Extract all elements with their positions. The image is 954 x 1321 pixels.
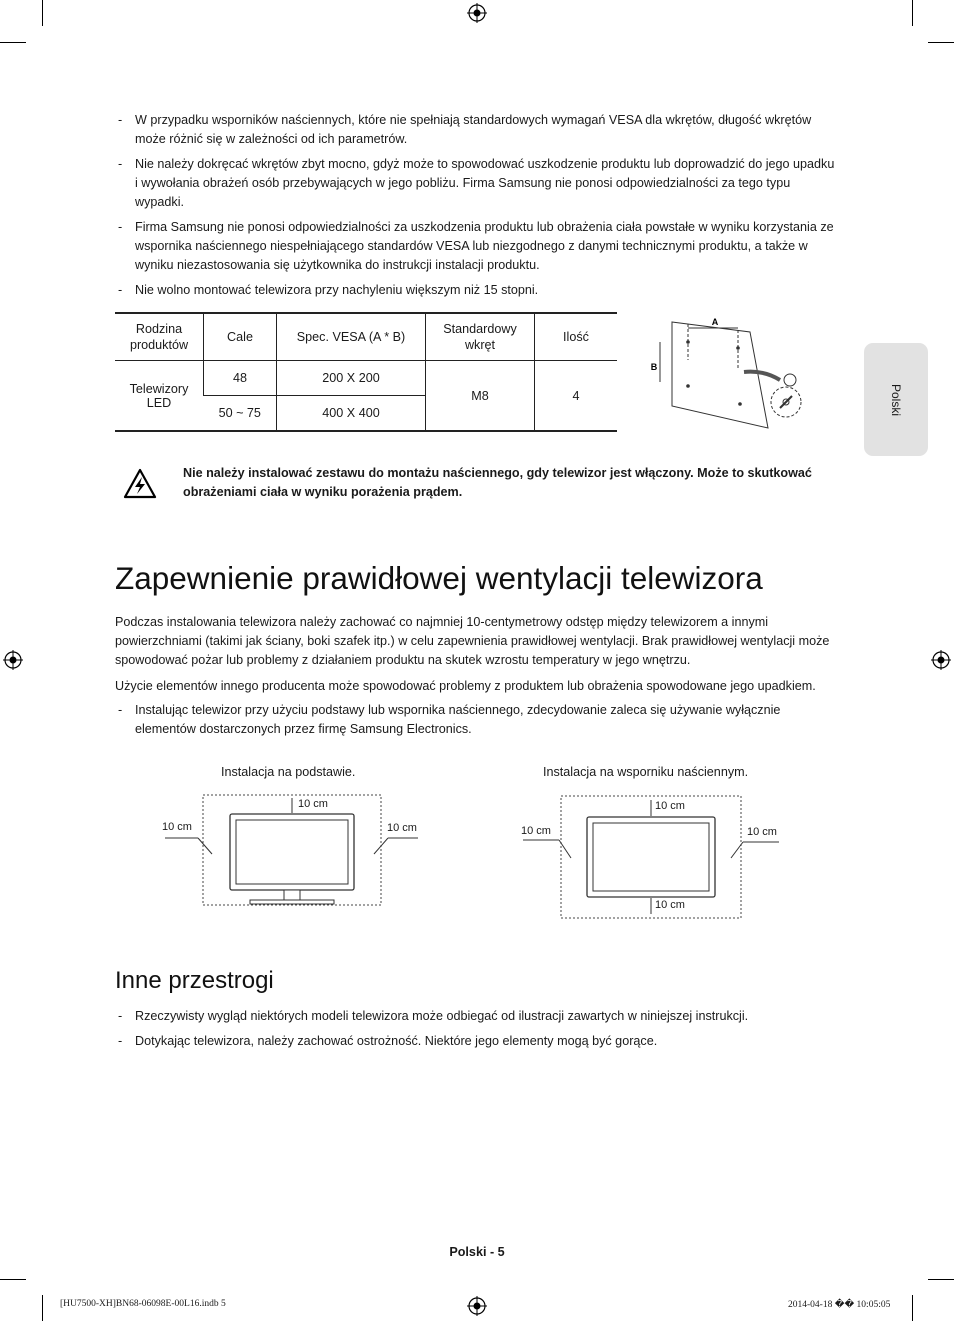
ventilation-paragraph: Podczas instalowania telewizora należy zachować co najmniej 10-centymetrowy odstęp między telewizorem a innymi powierzchniami (takimi jak ściany, boki szafek itp.) w celu zapewnienia prawidłowej wentylacji. Brak prawidłowej wentylacji może spowodować pożar lub problemy z działaniem produktu na skutek wzrostu temperatury w jego wnętrzu.: [115, 615, 830, 668]
crop-mark: [0, 42, 26, 43]
clearance-bottom-label: 10 cm: [655, 899, 685, 911]
wall-mount-illustration: [640, 310, 820, 430]
registration-mark-icon: [3, 650, 23, 670]
crop-mark: [928, 42, 954, 43]
page-number: Polski - 5: [449, 1245, 505, 1259]
column-header: Cale: [204, 313, 277, 361]
column-header: Spec. VESA (A * B): [277, 313, 426, 361]
registration-mark-icon: [931, 650, 951, 670]
wall-diagram-caption: Instalacja na wsporniku naściennym.: [543, 765, 749, 779]
table-cell: 400 X 400: [277, 396, 426, 432]
electric-shock-warning-icon: [123, 468, 157, 500]
crop-mark: [912, 0, 913, 26]
list-item: - W przypadku wsporników naściennych, które nie spełniają standardowych wymagań VESA dla wkrętów, długość wkrętów może różnić się w zależności od ich parametrów.: [118, 113, 812, 147]
print-slug-left: [HU7500-XH]BN68-06098E-00L16.indb 5: [60, 1299, 226, 1309]
list-item: - Dotykając telewizora, należy zachować ostrożność. Niektóre jego elementy mogą być gorące.: [118, 1033, 658, 1048]
list-item: - Nie wolno montować telewizora przy nachyleniu większym niż 15 stopni.: [118, 283, 539, 298]
registration-mark-icon: [467, 1296, 487, 1316]
table-cell: 4: [535, 361, 618, 432]
third-party-paragraph: Użycie elementów innego producenta może spowodować problemy z produktem lub obrażenia spowodowane jego upadkiem.: [115, 679, 816, 693]
dimension-a-label: A: [711, 317, 719, 327]
table-row: [115, 361, 617, 396]
vesa-spec-table: [115, 312, 617, 432]
language-tab: [864, 343, 928, 456]
dimension-b-label: B: [650, 362, 658, 372]
crop-mark: [912, 1295, 913, 1321]
crop-mark: [0, 1279, 26, 1280]
subsection-title: Inne przestrogi: [115, 967, 274, 994]
list-item: - Firma Samsung nie ponosi odpowiedzialności za uszkodzenia produktu lub obrażenia ciała powstałe w wyniku korzystania ze wspornika naściennego niespełniającego standardów VESA lub niezgodnego z danymi technicznymi produktu, a także w wyniku niezastosowania się użytkownika do instrukcji instalacji produktu.: [118, 220, 834, 273]
column-header: Rodzina produktów: [115, 313, 204, 361]
table-cell: M8: [426, 361, 535, 432]
column-header: Ilość: [535, 313, 618, 361]
table-cell: Telewizory LED: [115, 361, 204, 432]
list-item: - Rzeczywisty wygląd niektórych modeli telewizora może odbiegać od ilustracji zawartych w niniejszej instrukcji.: [118, 1009, 749, 1023]
clearance-top-label: 10 cm: [655, 800, 685, 812]
column-header: Standardowy wkręt: [426, 313, 535, 361]
table-cell: 50 ~ 75: [204, 396, 277, 432]
print-slug-right: 2014-04-18 �� 10:05:05: [788, 1300, 891, 1310]
other-precautions-list: [115, 1007, 840, 1056]
crop-mark: [928, 1279, 954, 1280]
clearance-left-label: 10 cm: [162, 821, 192, 833]
clearance-right-label: 10 cm: [747, 826, 777, 838]
clearance-left-label: 10 cm: [521, 825, 551, 837]
clearance-top-label: 10 cm: [298, 798, 328, 810]
language-tab-label: Polski: [889, 383, 903, 416]
crop-mark: [42, 0, 43, 26]
crop-mark: [42, 1295, 43, 1321]
wall-mount-notes: [115, 111, 840, 306]
list-item: - Instalując telewizor przy użyciu podstawy lub wspornika naściennego, zdecydowanie zaleca się używanie wyłącznie elementów dostarczonych przez firmę Samsung Electronics.: [118, 703, 781, 737]
clearance-right-label: 10 cm: [387, 822, 417, 834]
section-title: Zapewnienie prawidłowej wentylacji telewizora: [115, 560, 763, 596]
installation-note: [115, 701, 840, 745]
table-cell: 200 X 200: [277, 361, 426, 396]
list-item: - Nie należy dokręcać wkrętów zbyt mocno, gdyż może to spowodować uszkodzenie produktu lub doprowadzić do jego upadku i wywołania obrażeń osób przebywających w jego pobliżu. Firma Samsung nie ponosi odpowiedzialności za tego typu wypadki.: [118, 156, 835, 210]
table-header-row: [115, 313, 617, 361]
registration-mark-icon: [467, 3, 487, 23]
warning-text: Nie należy instalować zestawu do montażu naściennego, gdy telewizor jest włączony. Może to skutkować obrażeniami ciała w wyniku porażenia prądem.: [183, 466, 812, 499]
table-cell: 48: [204, 361, 277, 396]
stand-diagram-caption: Instalacja na podstawie.: [221, 765, 356, 779]
